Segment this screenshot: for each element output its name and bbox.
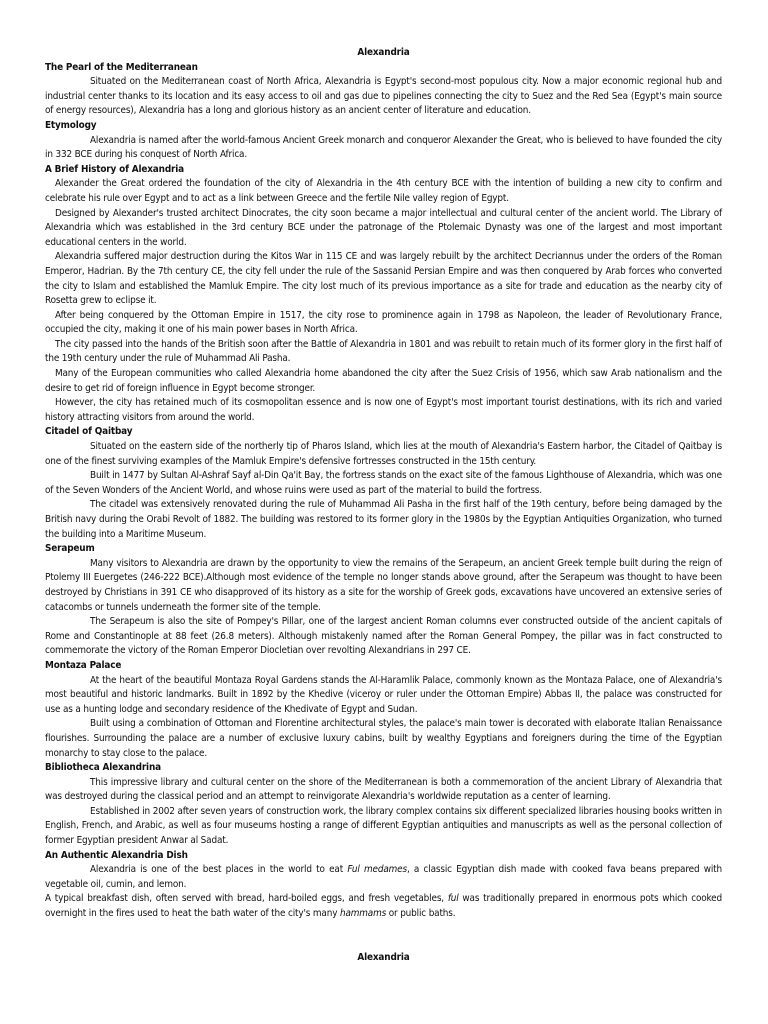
paragraph	[45, 776, 722, 805]
paragraph	[45, 75, 722, 119]
text-run: A typical breakfast dish, often served with bread, hard-boiled eggs, and fresh vegetables,	[45, 893, 448, 905]
text-run: Designed by Alexander's trusted architect Dinocrates, the city soon became a major intellectual and cultural center of the ancient world. The Library of Alexandria which was established in the 3rd century BCE under the patronage of the Ptolemaic Dynasty was one of the largest and most important educational centers in the world.	[45, 207, 722, 248]
document-title: Alexandria	[357, 47, 410, 58]
paragraph	[45, 892, 722, 921]
paragraph	[45, 674, 722, 718]
text-run: This impressive library and cultural center on the shore of the Mediterranean is both a commemoration of the ancient Library of Alexandria that was destroyed during the classical period and an attempt to reinvigorate Alexandria's worldwide reputation as a center of learning.	[45, 776, 722, 803]
paragraph	[45, 338, 722, 367]
paragraph	[45, 469, 722, 498]
text-run: Alexandria is one of the best places in the world to eat	[90, 864, 348, 876]
paragraph	[45, 250, 722, 308]
text-run: After being conquered by the Ottoman Empire in 1517, the city rose to prominence again in 1798 as Napoleon, the leader of Revolutionary France, occupied the city, making it one of his main power bases in North Africa.	[45, 309, 722, 336]
italic-text: Ful medames	[347, 864, 407, 876]
document-body	[45, 61, 722, 922]
text-run: was traditionally prepared in enormous pots which cooked overnight in the fires used to heat the bath water of the city's many	[45, 893, 722, 920]
text-run: or public baths.	[386, 908, 456, 920]
paragraph	[45, 498, 722, 542]
text-run: At the heart of the beautiful Montaza Royal Gardens stands the Al-Haramlik Palace, commonly known as the Montaza Palace, one of Alexandria's most beautiful and historic landmarks. Built in 1892 by the Khedive (viceroy or ruler under the Ottoman Empire) Abbas II, the palace was constructed for use as a hunting lodge and secondary residence of the Khedivate of Egypt and Sudan.	[45, 674, 722, 715]
paragraph	[45, 805, 722, 849]
text-run: Built in 1477 by Sultan Al-Ashraf Sayf al-Din Qa'it Bay, the fortress stands on the exact site of the famous Lighthouse of Alexandria, which was one of the Seven Wonders of the Ancient World, and whose ruins were used as part of the material to build the fortress.	[45, 470, 722, 496]
text-run: Alexandria suffered major destruction during the Kitos War in 115 CE and was largely rebuilt by the architect Decriannus under the orders of the Roman Emperor, Hadrian. By the 7th century CE, the city fell under the rule of the Sassanid Persian Empire and was then conquered by Arab forces who converted the city to Islam and established the Mamluk Empire. The city lost much of its previous importance as a site for trade and education as the nearby city of Rosetta grew to eclipse it.	[45, 251, 722, 307]
section-heading: Etymology	[45, 119, 97, 131]
text-run: Many visitors to Alexandria are drawn by the opportunity to view the remains of the Serapeum, an ancient Greek temple built during the reign of Ptolemy III Euergetes (246-222 BCE).Although most evidence of the temple no longer stands above ground, after the Serapeum was thought to have been destroyed by Christians in 391 CE who disapproved of its history as a site for the worship of Greek gods, excavations have uncovered an extensive series of catacombs or tunnels underneath the former site of the temple.	[45, 557, 722, 613]
text-run: Alexandria is named after the world-famous Ancient Greek monarch and conqueror Alexander the Great, who is believed to have founded the city in 332 BCE during his conquest of North Africa.	[45, 134, 722, 161]
paragraph	[45, 557, 722, 615]
text-run: Alexander the Great ordered the foundation of the city of Alexandria in the 4th century BCE with the intention of building a new city to confirm and celebrate his rule over Egypt and to act as a link between Greece and the fertile Nile valley region of Egypt.	[45, 178, 722, 204]
section-heading: Citadel of Qaitbay	[45, 426, 133, 438]
paragraph	[45, 177, 722, 206]
section-heading: Serapeum	[45, 543, 95, 555]
paragraph	[45, 396, 722, 425]
paragraph	[45, 615, 722, 659]
text-run: However, the city has retained much of its cosmopolitan essence and is now one of Egypt's most important tourist destinations, with its rich and varied history attracting visitors from around the world.	[45, 397, 722, 423]
footer-title: Alexandria	[357, 952, 410, 963]
section-heading: Montaza Palace	[45, 659, 122, 671]
section-heading: Bibliotheca Alexandrina	[45, 762, 161, 774]
text-run: The citadel was extensively renovated during the rule of Muhammad Ali Pasha in the first half of the 19th century, before being damaged by the British navy during the Orabi Revolt of 1882. The building was restored to its former glory in the 1980s by the Egyptian Antiquities Organization, who turned the building into a Maritime Museum.	[45, 499, 722, 540]
section-heading: The Pearl of the Mediterranean	[45, 61, 198, 73]
paragraph	[45, 309, 722, 338]
text-run: Many of the European communities who called Alexandria home abandoned the city after the Suez Crisis of 1956, which saw Arab nationalism and the desire to get rid of foreign influence in Egypt become stronger.	[45, 368, 722, 394]
text-run: Situated on the Mediterranean coast of North Africa, Alexandria is Egypt's second-most populous city. Now a major economic regional hub and industrial center thanks to its location and its easy access to oil and gas due to pipelines connecting the city to Suez and the Red Sea (Egypt's main source of energy resources), Alexandria has a long and glorious history as an ancient center of literature and education.	[45, 76, 722, 117]
text-run: , a classic Egyptian dish made with cooked fava beans prepared with vegetable oil, cumin, and lemon.	[45, 864, 722, 890]
text-run: The Serapeum is also the site of Pompey's Pillar, one of the largest ancient Roman columns ever constructed outside of the ancient capitals of Rome and Constantinople at 88 feet (26.8 meters). Although mistakenly named after the Roman General Pompey, the pillar was in fact constructed to commemorate the victory of the Roman Emperor Diocletian over revolting Alexandrians in 297 CE.	[45, 616, 722, 657]
paragraph	[45, 717, 722, 761]
document-page	[45, 46, 722, 922]
text-run: Built using a combination of Ottoman and Florentine architectural styles, the palace's main tower is decorated with elaborate Italian Renaissance flourishes. Surrounding the palace are a number of exclusive luxury cabins, built by wealthy Egyptians and foreigners during the time of the Egyptian monarchy to stay close to the palace.	[45, 718, 722, 759]
paragraph	[45, 134, 722, 163]
paragraph	[45, 863, 722, 892]
section-heading: An Authentic Alexandria Dish	[45, 849, 188, 861]
paragraph	[45, 440, 722, 469]
text-run: Established in 2002 after seven years of construction work, the library complex contains six different specialized libraries housing books written in English, French, and Arabic, as well as four museums hosting a range of different Egyptian antiquities and manuscripts as well as the personal collection of former Egyptian president Anwar al Sadat.	[45, 805, 722, 847]
text-run: Situated on the eastern side of the northerly tip of Pharos Island, which lies at the mouth of Alexandria's Eastern harbor, the Citadel of Qaitbay is one of the finest surviving examples of the Mamluk Empire's defensive fortresses constructed in the 15th century.	[45, 441, 722, 467]
paragraph	[45, 367, 722, 396]
paragraph	[45, 207, 722, 251]
text-run: The city passed into the hands of the British soon after the Battle of Alexandria in 1801 and was rebuilt to retain much of its former glory in the first half of the 19th century under the rule of Muhammad Ali Pasha.	[45, 338, 722, 365]
italic-text: hammams	[339, 908, 387, 920]
italic-text: ful	[447, 893, 459, 905]
section-heading: A Brief History of Alexandria	[45, 163, 185, 175]
